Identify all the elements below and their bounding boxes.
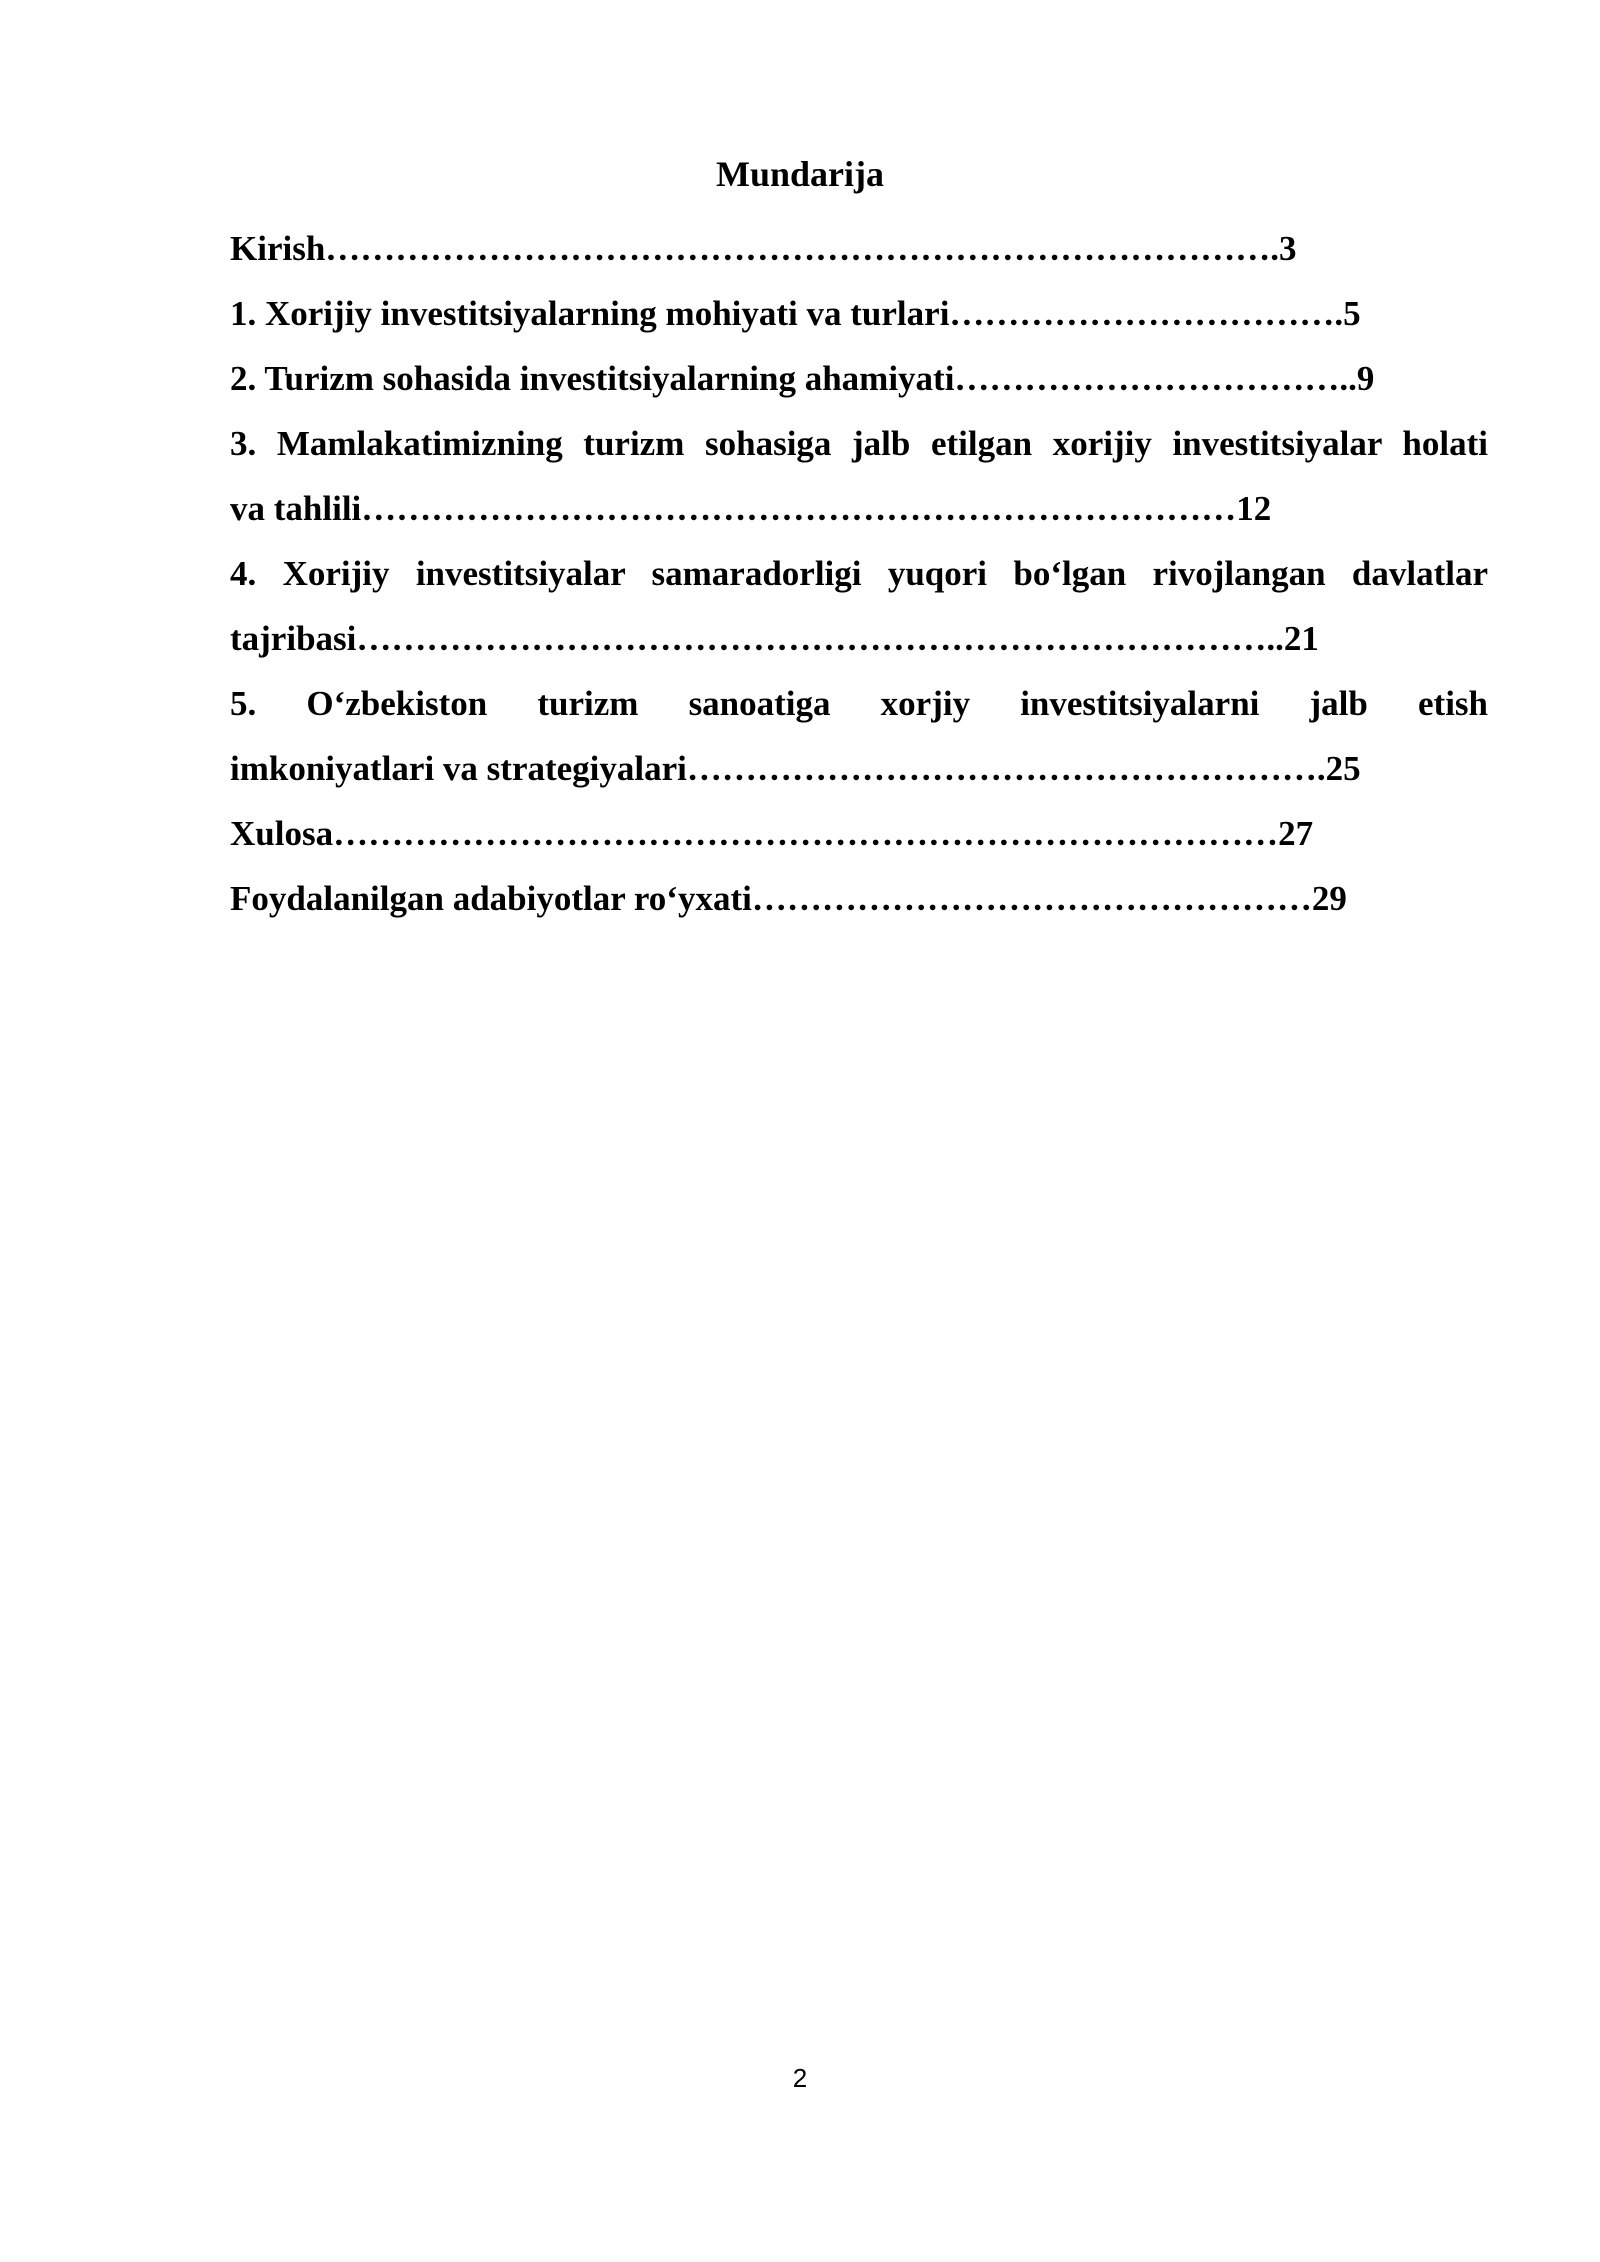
table-of-contents [230, 216, 1488, 931]
toc-title: Mundarija [715, 154, 884, 194]
toc-entry-3-line-1: 3. Mamlakatimizning turizm sohasiga jalb etilgan xorijiy investitsiyalar holati [230, 424, 1488, 463]
toc-entry-5-line-2: imkoniyatlari va strategiyalari……………………………………………….25 [230, 749, 1361, 788]
toc-entry-4-line-2: tajribasi……………………………………………………………………..21 [230, 619, 1319, 658]
toc-entry-3-line-2: va tahlili…………………………………………………………………12 [230, 489, 1272, 528]
toc-entry-4-line-1: 4. Xorijiy investitsiyalar samaradorligi yuqori bo‘lgan rivojlangan davlatlar [230, 554, 1488, 593]
toc-entry-2: 2. Turizm sohasida investitsiyalarning ahamiyati……………………………..9 [230, 359, 1375, 398]
toc-entry-xulosa: Xulosa………………………………………………………………………27 [230, 814, 1314, 853]
toc-entry-kirish: Kirish……………………………………………………………………….3 [230, 229, 1297, 268]
toc-entry-5-line-1: 5. O‘zbekiston turizm sanoatiga xorjiy investitsiyalarni jalb etish [230, 684, 1488, 723]
toc-entry-references: Foydalanilgan adabiyotlar ro‘yxati…………………………………………29 [230, 879, 1347, 918]
page-number: 2 [792, 2063, 808, 2093]
toc-entry-1: 1. Xorijiy investitsiyalarning mohiyati va turlari…………………………….5 [230, 294, 1361, 333]
